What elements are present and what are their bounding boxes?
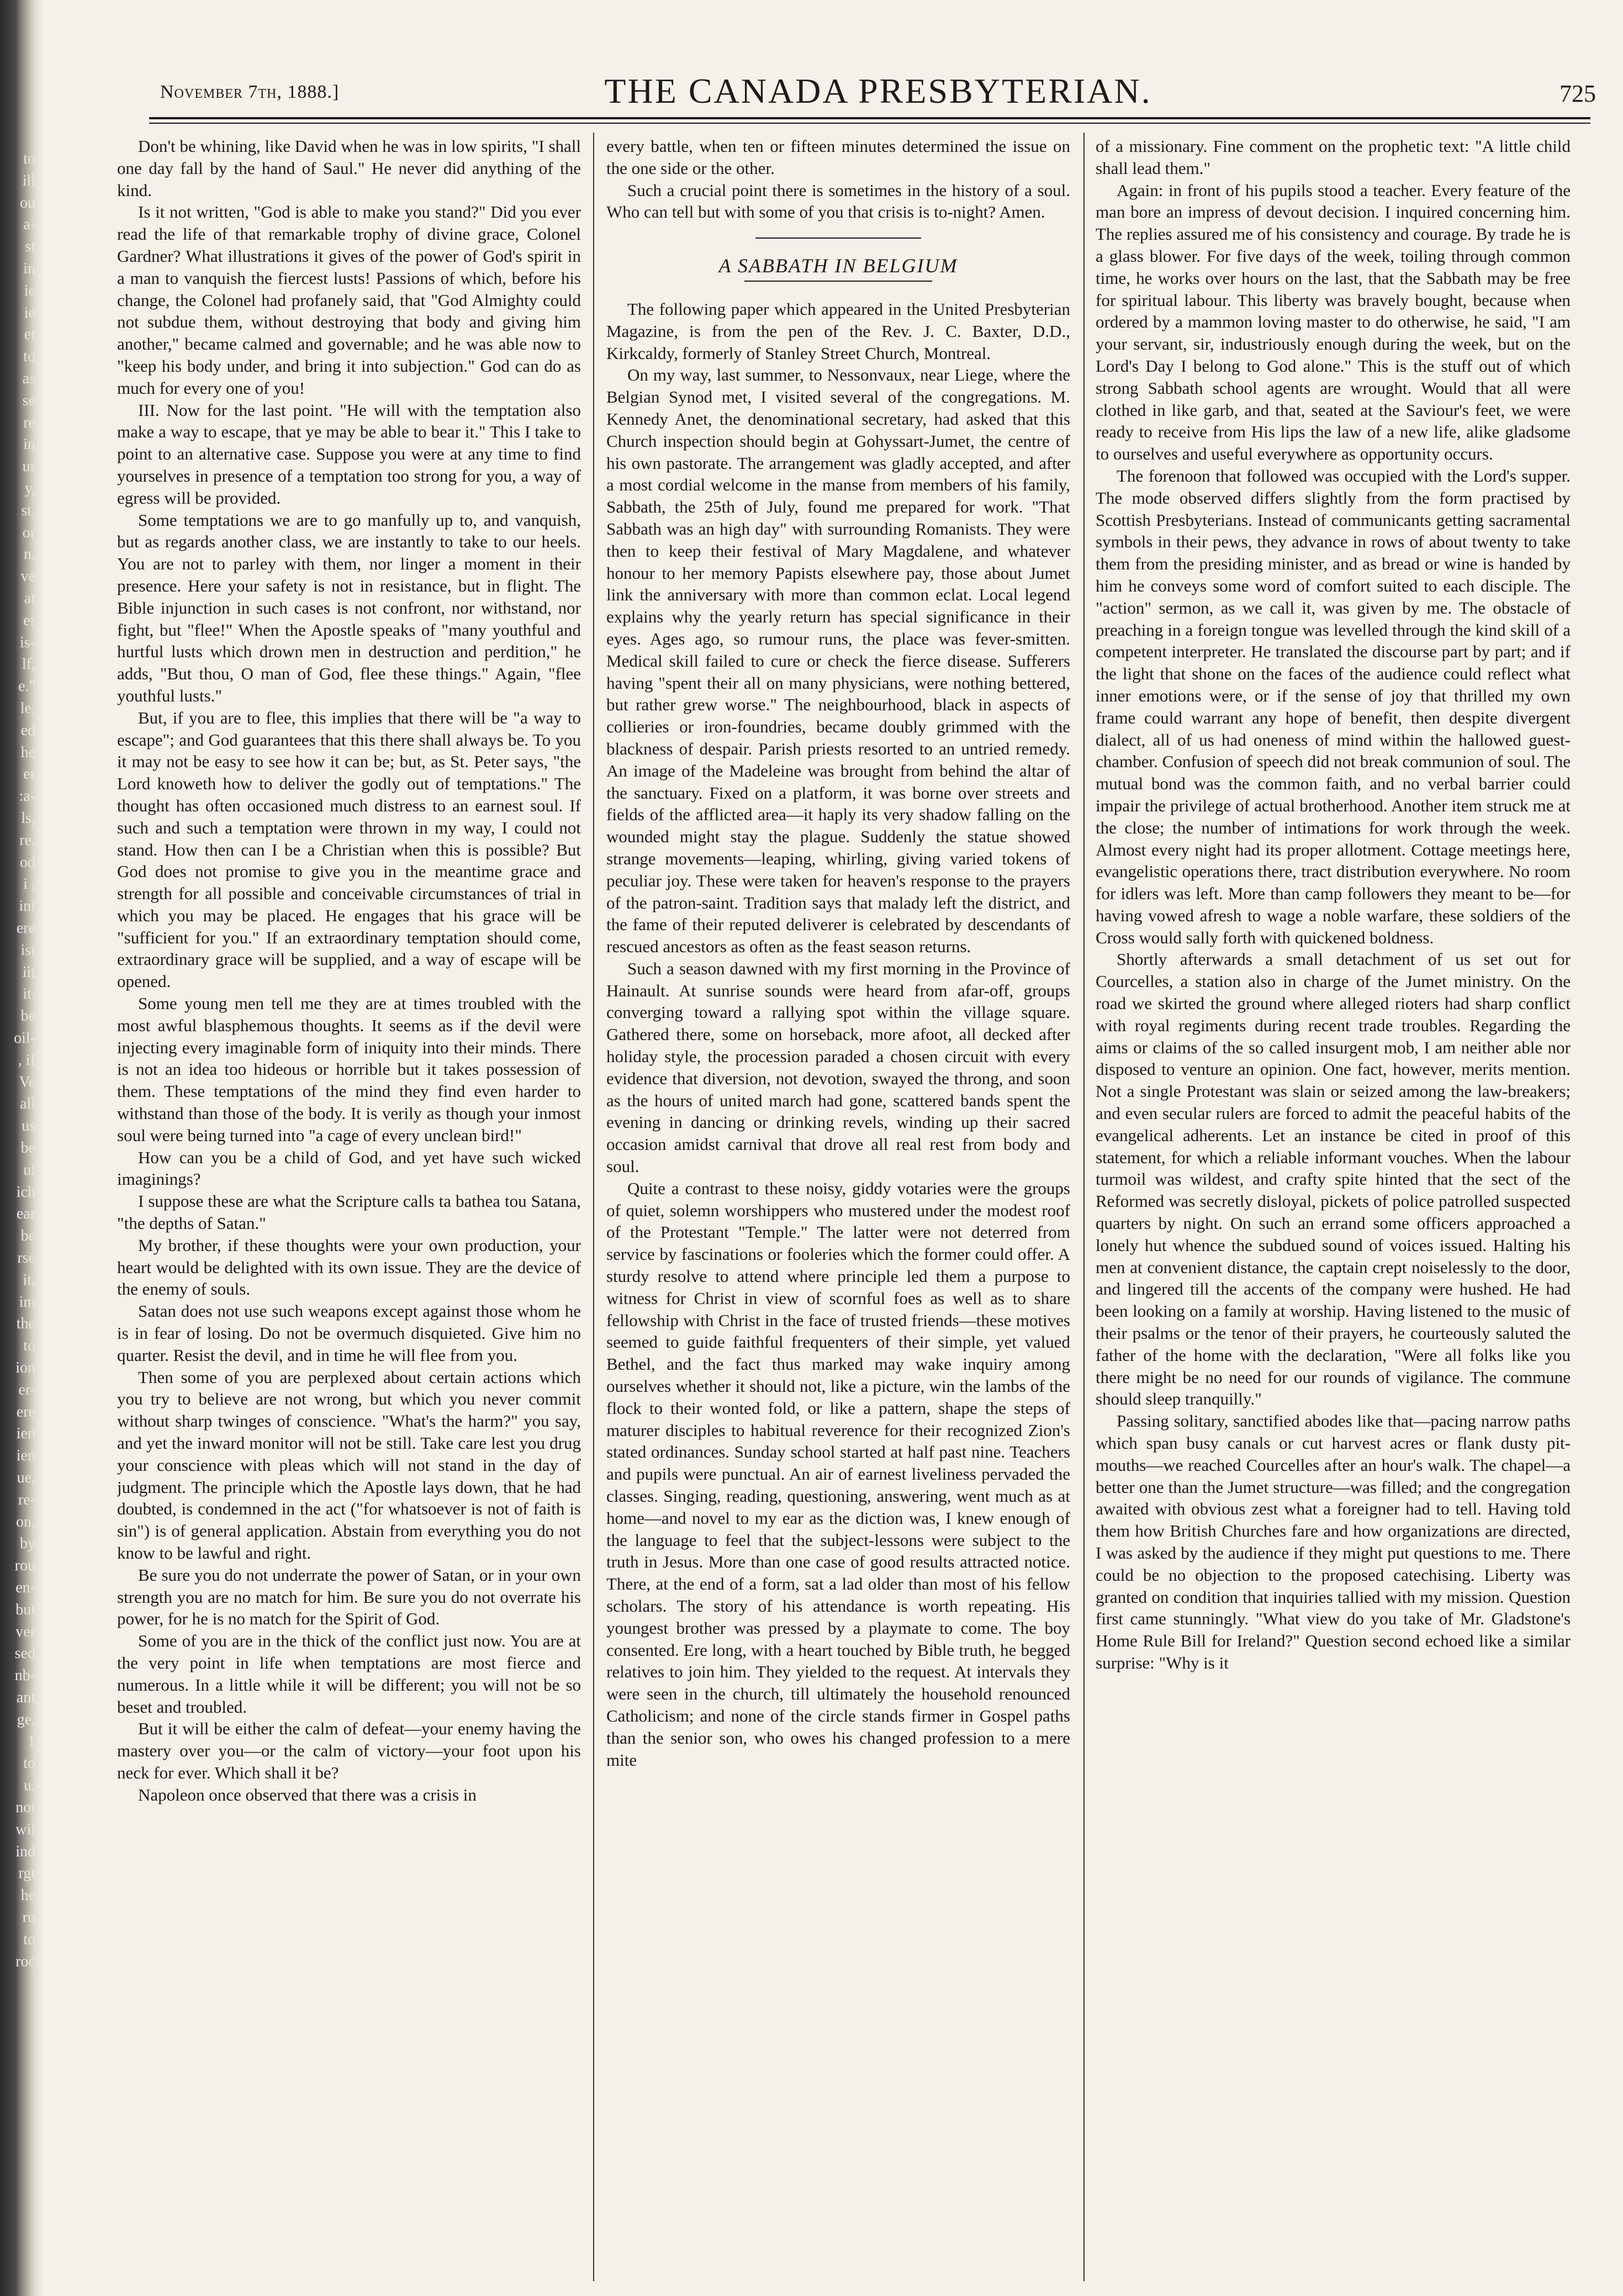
page-date: November 7th, 1888.] — [160, 82, 340, 102]
gutter-fragment: ru — [22, 1909, 35, 1926]
paragraph: Be sure you do not underrate the power of Satan, or in your own strength you are no match for him. Be sure you do not overrate his power, for he is no match for the Spirit of God. — [117, 1565, 581, 1629]
paragraph: of a missionary. Fine comment on the prophetic text: "A little child shall lead them." — [1096, 136, 1571, 178]
paragraph: But, if you are to flee, this implies that there will be "a way to escape"; and God guarantees that this there shall always be. To you it may not be easy to see how it can be; but, as St. Peter says, "the Lord knoweth how to deliver the godly out of temptations." The thought has often occasioned much distress to an earnest soul. If such and such a temptation were thrown in my way, I could not stand. How then can I be a Christian when this is possible? But God does not promise to give you in the meantime grace and strength for all possible and conceivable circumstances of trial in which you may be placed. He engages that his grace will be "sufficient for you." If an extraordinary temptation should come, extraordinary grace will be supplied, and a way of escape will be opened. — [117, 708, 581, 991]
gutter-fragment: it. — [23, 985, 35, 1003]
gutter-fragment: not — [15, 1799, 35, 1816]
gutter-fragment: n. — [24, 546, 35, 563]
gutter-fragment: y, — [24, 480, 35, 497]
gutter-fragment: ant — [16, 1689, 35, 1706]
gutter-fragment: or — [22, 524, 35, 541]
adjacent-page-fragments — [3, 0, 35, 2296]
column-divider — [1083, 133, 1085, 2281]
gutter-fragment: lf, — [22, 656, 35, 673]
paragraph: Such a season dawned with my first morning in the Province of Hainault. At sunrise sounds were heard from afar-off, groups converging toward a rallying spot within the village square. Gathered there, some on horseback, more afoot, all decked after holiday style, the procession paraded a chosen circuit with every evidence that diversion, not devotion, swayed the throng, and soon as the hours of united march had gone, scattered bands spent the evening in dancing or drinking revels, winding up their sacred occasion amidst carnival that drove all real rest from body and soul. — [606, 958, 1070, 1176]
gutter-fragment: e." — [18, 678, 35, 695]
gutter-fragment: re- — [18, 1491, 35, 1508]
page-title: THE CANADA PRESBYTERIAN. — [604, 71, 1152, 110]
gutter-fragment: ind — [15, 1843, 35, 1860]
paragraph: Some temptations we are to go manfully up to, and vanquish, but as regards another class, we are instantly to take to our heels. You are not to parley with them, nor linger a moment in their presence. Here your safety is not in resistance, but in flight. The Bible injunction in such cases is not confront, nor withstand, nor fight, but "flee!" When the Apostle speaks of "many youthful and hurtful lusts which drown men in destruction and perdition," he adds, "But thou, O man of God, flee these things." Again, "flee youthful lusts." — [117, 510, 581, 705]
gutter-fragment: ls, — [21, 810, 35, 827]
gutter-fragment: ut — [23, 1161, 35, 1179]
gutter-fragment: :a- — [19, 788, 35, 805]
header-rule-thin — [149, 123, 1590, 124]
gutter-fragment: u. — [24, 1777, 35, 1794]
gutter-fragment: nb- — [14, 1667, 35, 1685]
gutter-fragment: er — [23, 766, 35, 783]
gutter-fragment: ill — [22, 172, 35, 189]
paragraph: Shortly afterwards a small detachment of us set out for Courcelles, a station also in charge of the Jumet ministry. On the road we skirted the ground where alleged rioters had sharp conflict with royal regiments during recent trade troubles. Regarding the aims or claims of the so called insurgent mob, I am neither able nor disposed to venture an opinion. One fact, however, merits mention. Not a single Protestant was slain or seized among the law-breakers; and even secular rulers are forced to admit the peaceful habits of the evangelical adherents. Let an instance be cited in proof of this statement, for which a reliable informant vouches. When the labour turmoil was wildest, and crafty spite hinted that the sect of the Reformed was secretly disloyal, pickets of police patrolled suspected quarters by night. On such an errand some officers approached a lonely hut whence the subdued sound of voices issued. Halting his men at convenient distance, the captain crept noiselessly to the door, and lingered till the accents of the company were hushed. He had been looking on a family at worship. Having listened to the music of their psalms or the tenor of their prayers, he courteously saluted the father of the home with the declaration, "Were all folks like you there might be no need for our rounds of vigilance. The commune should sleep tranquilly." — [1096, 949, 1571, 1409]
gutter-fragment: all — [20, 1095, 35, 1113]
gutter-fragment: ver — [15, 1623, 35, 1640]
gutter-fragment: he — [20, 1887, 35, 1904]
paragraph: Again: in front of his pupils stood a teacher. Every feature of the man bore an impress of devout decision. I inquired concerning him. The replies assured me of his consistency and courage. By trade he is a glass blower. For five days of the week, toiling through common time, he works over hours on the last, that the Sabbath may be free for spiritual labour. This liberty was bravely bought, because when ordered by a mammon loving master to do otherwise, he said, "I am your servant, sir, industriously enough during the week, but on the Lord's Day I belong to God alone." This is the stuff out of which strong Sabbath school agents are wrought. Would that all were clothed in like garb, and that, seated at the Saviour's feet, we were ready to receive from His lips the law of a new life, alike gladsome to ourselves and useful everywhere as opportunity occurs. — [1096, 180, 1571, 464]
gutter-fragment: od — [20, 853, 35, 871]
gutter-fragment: ere — [16, 920, 35, 937]
gutter-fragment: ie — [24, 282, 35, 299]
paragraph: Napoleon once observed that there was a crisis in — [138, 1785, 477, 1804]
gutter-fragment: int — [19, 898, 35, 915]
paragraph: I suppose these are what the Scripture calls ta bathea tou Satana, "the depths of Satan." — [117, 1191, 581, 1233]
gutter-fragment: as — [22, 370, 35, 387]
paragraph: Such a crucial point there is sometimes in the history of a soul. Who can tell but with some of you that crisis is to-night? Amen. — [606, 180, 1070, 222]
gutter-fragment: rgt — [18, 1865, 35, 1882]
paragraph: Some of you are in the thick of the conflict just now. You are at the very point in life when temptations are most fierce and numerous. In a little while it will be different; you will not be so beset and troubled. — [117, 1631, 581, 1717]
paragraph: Some young men tell me they are at times troubled with the most awful blasphemous thoughts. It seems as if the devil were injecting every imaginable form of iniquity into their minds. There is not an idea too hideous or horrible but it takes possession of them. These temptations of the mind they find even harder to withstand than those of the body. It is verily as though your inmost soul were being turned into "a cage of every unclean bird!" — [117, 994, 581, 1145]
gutter-fragment: roc — [15, 1952, 35, 1970]
paragraph: My brother, if these thoughts were your own production, your heart would be delighted with its own issue. They are the device of the enemy of souls. — [117, 1235, 581, 1299]
gutter-fragment: Ve — [19, 1073, 35, 1091]
gutter-fragment: to — [23, 150, 35, 167]
gutter-fragment: st. — [21, 502, 35, 519]
gutter-fragment: ou — [20, 194, 35, 212]
paragraph: Passing solitary, sanctified abodes like that—pacing narrow paths which span busy canals or cut harvest acres or flank dusty pit-mouths—we reached Courcelles after an hour's walk. The chapel—a better one than the Jumet structure—was filled; and the congregation awaited with obvious zest what a foreigner had to tell. Having told them how British Churches fare and how organizations are directed, I was asked by the audience if they might put questions to me. There could be no objection to the proposed catechising. Liberty was granted on condition that inquiries tallied with my mission. Question first came stunningly. "What view do you take of Mr. Gladstone's Home Rule Bill for Ireland?" Question second echoed like a similar surprise: "Why is it — [1096, 1411, 1571, 1672]
gutter-fragment: to — [23, 1755, 35, 1772]
gutter-fragment: a- — [23, 216, 35, 234]
gutter-fragment: is- — [20, 634, 35, 651]
gutter-fragment: se — [22, 392, 35, 409]
gutter-fragment: ue, — [17, 1469, 35, 1486]
gutter-fragment: at — [24, 590, 35, 607]
paragraph: The forenoon that followed was occupied with the Lord's supper. The mode observed differs slightly from the form practised by Scottish Presbyterians. Instead of communicants getting sacramental symbols in their pews, they advance in rows of about twenty to take them from the presiding minister, and as bread or wine is handed by him he conveys some word of comfort suited to each disciple. The "action" sermon, as we call it, was given by me. The obstacle of preaching in a foreign tongue was levelled through the kind skill of a competent interpreter. He translated the discourse part by part; and if the light that shone on the faces of the audience could reflect what inner emotions were, or if the sense of joy that thrilled my own frame could warrant any hope of benefit, then despite divergent dialect, all of us had oneness of mind within the hallowed guest-chamber. Confusion of speech did not break communion of soul. The mutual bond was the common faith, and no verbal barrier could impair the privilege of actual brotherhood. Another item struck me at the close; the number of intimations for work through the week. Almost every night had its proper allotment. Cottage meetings here, evangelistic operations there, tract distribution everywhere. No room for idlers was left. More than camp followers they meant to be—for having vowed afresh to wage a noble warfare, these soldiers of the Cross would sally forth with quickened boldness. — [1096, 466, 1571, 947]
gutter-fragment: im — [19, 1293, 35, 1311]
section-divider — [755, 237, 921, 239]
page-number: 725 — [1559, 80, 1596, 107]
paragraph: On my way, last summer, to Nessonvaux, near Liege, where the Belgian Synod met, I visited several of the congregations. M. Kennedy Anet, the denominational secretary, had asked that this Church inspection should begin at Gohyssart-Jumet, the centre of his own pastorate. The arrangement was gladly accepted, and after a most cordial welcome in the manse from members of his family, Sabbath, the 25th of July, found me prepared for work. "That Sabbath was an high day" with surrounding Romanists. They were then to keep their festival of Mary Magdalene, and whatever honour to her memory Papists elsewhere pay, those about Jumet link the anniversary with more than common eclat. Local legend explains why the yearly return has special significance in their eyes. Ages ago, so rumour runs, the place was fever-smitten. Medical skill failed to cure or check the fierce disease. Sufferers having "spent their all on many physicians, were nothing bettered, but rather grew worse." The neighbourhood, black in aspects of collieries or iron-foundries, became doubly grimmed with the blackness of despair. Parish priests resorted to an untried remedy. An image of the Madeleine was brought from behind the altar of the sanctuary. Fixed on a platform, it was borne over streets and fields of the afflicted area—it haply its very shadow falling on the wounded might stay the plague. Suddenly the statue showed strange movements—leaping, whirling, giving varied tokens of peculiar joy. These were taken for heaven's response to the prayers of the patron-saint. Tradition says that malady left the district, and the fame of their reputed deliverer is celebrated by descendants of rescued ancestors as often as the feast season returns. — [606, 365, 1070, 957]
gutter-fragment: in — [23, 436, 35, 453]
gutter-fragment: be — [20, 1139, 35, 1157]
gutter-fragment: ve — [20, 568, 35, 585]
paragraph: The following paper which appeared in the United Presbyterian Magazine, is from the pen of the Rev. J. C. Baxter, D.D., Kirkcaldy, formerly of Stanley Street Church, Montreal. — [606, 299, 1070, 363]
gutter-fragment: ien — [16, 1447, 35, 1465]
gutter-fragment: ie — [24, 304, 35, 321]
gutter-fragment: re — [23, 414, 35, 431]
paragraph: But it will be either the calm of defeat—your enemy having the mastery over you—or the calm of victory—your foot upon his neck for ever. Which shall it be? — [117, 1719, 581, 1782]
gutter-fragment: sed — [14, 1645, 35, 1662]
column-2 — [606, 135, 1070, 2278]
gutter-fragment: by — [20, 1535, 35, 1553]
paragraph: How can you be a child of God, and yet have such wicked imaginings? — [117, 1147, 581, 1189]
masthead — [160, 65, 1596, 116]
gutter-fragment: ich — [16, 1183, 35, 1201]
gutter-fragment: rou — [14, 1557, 35, 1575]
gutter-fragment: he — [20, 743, 35, 761]
gutter-fragment: ion — [15, 1359, 35, 1376]
gutter-fragment: ge. — [17, 1711, 35, 1728]
gutter-fragment: st — [25, 238, 35, 256]
gutter-fragment: ere — [16, 1403, 35, 1421]
gutter-fragment: i , — [23, 875, 35, 893]
gutter-fragment: er — [23, 611, 35, 629]
column-3 — [1096, 135, 1571, 2278]
gutter-fragment: iit — [22, 963, 35, 981]
paragraph: Don't be whining, like David when he was in low spirits, "I shall one day fall by the hand of Saul." He never did anything of the kind. — [117, 136, 581, 200]
column-1 — [117, 135, 581, 2278]
gutter-fragment: er- — [18, 1381, 35, 1398]
gutter-fragment: ien — [16, 1425, 35, 1443]
gutter-fragment: , if — [18, 1051, 35, 1069]
paragraph: III. Now for the last point. "He will with the temptation also make a way to escape, that ye may be able to bear it." This I take to point to an alternative case. Suppose you were at any time to find yourselves in presence of a temptation too strong for you, a way of egress will be provided. — [117, 400, 581, 508]
gutter-fragment: to — [23, 1337, 35, 1355]
gutter-fragment: on, — [16, 1513, 35, 1530]
paragraph: Quite a contrast to these noisy, giddy votaries were the groups of quiet, solemn worshippers who mustered under the modest roof of the Protestant "Temple." The latter were not deterred from service by fascinations or fooleries which the former could offer. A sturdy resolve to attend where principle led them a purpose to witness for Christ in view of scornful foes as well as to share fellowship with Christ in the face of trusted friends—these motives seemed to guide faithful frequenters of their simple, yet valued Bethel, and the fact thus marked may wake inquiry among ourselves whether it should not, like a picture, win the lambs of the flock to their wonted fold, or like a pattern, shape the steps of maturer disciples to habitual reverence for their recognized Zion's stated ordinances. Sunday school started at half past nine. Teachers and pupils were punctual. An air of earnest liveliness pervaded the classes. Singing, reading, questioning, answering, went much as at home—and novel to my ear as the diction was, I knew enough of the language to feel that the subject-lessons were subject to the truth in Jesus. More than one case of good results attracted notice. There, at the end of a form, sat a lad older than most of his fellow scholars. The story of his attendance is worth repeating. His youngest brother was pressed by a playmate to come. The boy consented. Ere long, with a heart touched by Bible truth, he begged relatives to join him. They yielded to the request. At intervals they were seen in the church, till ultimately the household renounced Catholicism; and none of the circle stands firmer in Gospel paths than the senior son, who owes his changed profession to a mere mite — [606, 1178, 1070, 1770]
gutter-fragment: oil- — [14, 1030, 35, 1047]
article-title: A SABBATH IN BELGIUM — [718, 255, 958, 277]
gutter-fragment: us — [22, 1117, 35, 1135]
gutter-fragment: rse — [17, 1249, 35, 1266]
paragraph: Then some of you are perplexed about certain actions which you try to believe are not wrong, but which you never commit without sharp twinges of conscience. "What's the harm?" you say, and yet the inward monitor will not be still. Take care lest you drug your conscience with pleas which will not stand in the day of judgment. The principle which the Apostle lays down, that he had doubted, is condemned in the act ("for whatsoever is not of faith is sin") is of general application. Abstain from everything you do not know to be lawful and right. — [117, 1367, 581, 1563]
gutter-fragment: ed — [20, 721, 35, 739]
paragraph: Satan does not use such weapons except against those whom he is in fear of losing. Do not be overmuch disquieted. Give him no quarter. Resist the devil, and in time he will flee from you. — [117, 1301, 581, 1365]
gutter-fragment: the — [16, 1315, 35, 1333]
gutter-fragment: 1 — [28, 1733, 35, 1750]
gutter-fragment: re. — [19, 831, 35, 849]
gutter-fragment: ur — [22, 458, 35, 476]
gutter-fragment: be — [20, 1007, 35, 1025]
gutter-fragment: it, — [23, 1271, 35, 1289]
gutter-fragment: en- — [15, 1579, 35, 1596]
gutter-fragment: but — [15, 1601, 35, 1618]
gutter-fragment: ist — [20, 941, 35, 959]
gutter-fragment: to — [23, 1930, 35, 1948]
title-underline — [744, 281, 932, 282]
gutter-fragment: to — [23, 348, 35, 366]
gutter-fragment: wil — [15, 1820, 35, 1838]
gutter-fragment: ear — [16, 1205, 35, 1223]
gutter-fragment: le. — [20, 700, 35, 717]
paragraph: Is it not written, "God is able to make you stand?" Did you ever read the life of that remarkable trophy of divine grace, Colonel Gardner? What illustrations it gives of the power of God's spirit in a man to vanquish the fiercest lusts! Passions of which, before his change, the Colonel had profanely said, that "God Almighty could not subdue them, without destroying that body and giving him another," became calmed and governable; and he was able now to "keep his body under, and bring it into subjection." God can do as much for every one of you! — [117, 202, 581, 398]
column-divider — [593, 133, 594, 2281]
gutter-fragment: et — [24, 326, 35, 344]
paragraph: every battle, when ten or fifteen minutes determined the issue on the one side or the other. — [606, 136, 1070, 178]
gutter-fragment: be — [20, 1227, 35, 1245]
gutter-fragment: in — [23, 260, 35, 277]
header-rule — [149, 117, 1590, 119]
